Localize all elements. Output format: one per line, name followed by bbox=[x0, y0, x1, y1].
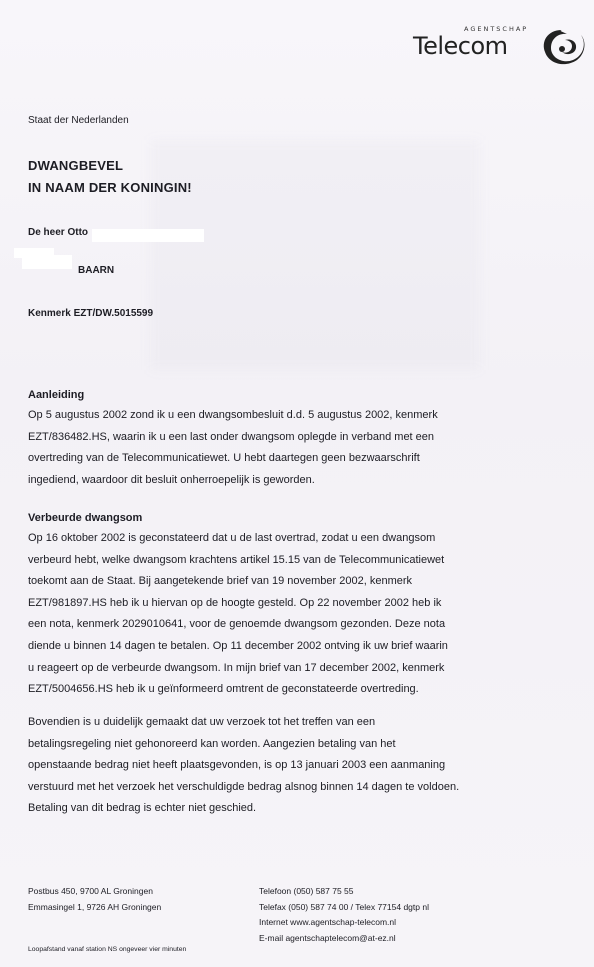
addressee-city: BAARN bbox=[78, 265, 115, 276]
redaction-bar bbox=[22, 255, 72, 269]
paragraph-line: EZT/5004656.HS heb ik u geïnformeerd omtrent de geconstateerde overtreding. bbox=[28, 683, 419, 696]
document-title bbox=[28, 155, 192, 199]
paragraph-line: verbeurd hebt, welke dwangsom krachtens artikel 15.15 van de Telecommunicatiewet bbox=[28, 553, 445, 566]
paragraph-line: Op 16 oktober 2002 is geconstateerd dat u de last overtrad, zodat u een dwangsom bbox=[28, 532, 436, 544]
paragraph-line: verstuurd met het verzoek het verschuldigde bedrag alsnog binnen 14 dagen te voldoen. bbox=[28, 780, 460, 793]
section-verbeurde-dwangsom bbox=[28, 508, 568, 701]
agentschap-telecom-logo bbox=[410, 22, 590, 72]
paragraph-line: u reageert op de verbeurde dwangsom. In mijn brief van 17 december 2002, kenmerk bbox=[28, 661, 445, 674]
reference-number: Kenmerk EZT/DW.5015599 bbox=[28, 308, 154, 319]
paragraph-line: openstaande bedrag niet heeft plaatsgevonden, is op 13 januari 2003 een aanmaning bbox=[28, 759, 446, 772]
footer-contact bbox=[259, 884, 429, 946]
footer-email: E-mail agentschaptelecom@at-ez.nl bbox=[259, 932, 396, 943]
section-heading: Verbeurde dwangsom bbox=[28, 512, 143, 524]
paragraph-line: Op 5 augustus 2002 zond ik u een dwangsombesluit d.d. 5 augustus 2002, kenmerk bbox=[28, 409, 438, 421]
logo-word: Telecom bbox=[413, 32, 508, 60]
redaction-bar bbox=[92, 229, 204, 242]
section-heading: Aanleiding bbox=[28, 389, 85, 401]
paragraph-line: betalingsregeling niet gehonoreerd kan worden. Aangezien betaling van het bbox=[28, 737, 396, 750]
footer-line: Emmasingel 1, 9726 AH Groningen bbox=[28, 901, 162, 912]
paragraph-line: ingediend, waardoor dit besluit onherroepelijk is geworden. bbox=[28, 473, 315, 486]
footer-phone: Telefoon (050) 587 75 55 bbox=[259, 886, 354, 896]
section-betalingsregeling bbox=[28, 712, 568, 820]
section-paragraph bbox=[28, 712, 568, 820]
footer-website: Internet www.agentschap-telecom.nl bbox=[259, 917, 397, 927]
title-line-2: IN NAAM DER KONINGIN! bbox=[28, 180, 192, 195]
logo-small-text: AGENTSCHAP bbox=[464, 25, 529, 33]
paragraph-line: EZT/981897.HS heb ik u hiervan op de hoogte gesteld. Op 22 november 2002 heb ik bbox=[28, 596, 442, 609]
paragraph-line: EZT/836482.HS, waarin ik u een last onder dwangsom oplegde in verband met een bbox=[28, 430, 435, 443]
footer-line: Postbus 450, 9700 AL Groningen bbox=[28, 886, 153, 896]
logo-swirl-icon bbox=[535, 24, 589, 72]
section-aanleiding bbox=[28, 385, 568, 491]
footer-note: Loopafstand vanaf station NS ongeveer vier minuten bbox=[28, 946, 187, 953]
footer-fax: Telefax (050) 587 74 00 / Telex 77154 dgtp nl bbox=[259, 901, 429, 912]
scan-bleed-through bbox=[150, 140, 480, 370]
footer-address bbox=[28, 884, 161, 915]
paragraph-line: overtreding van de Telecommunicatiewet. U hebt daartegen geen bezwaarschrift bbox=[28, 452, 420, 465]
paragraph-line: Bovendien is u duidelijk gemaakt dat uw verzoek tot het treffen van een bbox=[28, 716, 376, 728]
title-line-1: DWANGBEVEL bbox=[28, 158, 124, 173]
paragraph-line: Betaling van dit bedrag is echter niet geschied. bbox=[28, 802, 257, 815]
paragraph-line: toekomt aan de Staat. Bij aangetekende brief van 19 november 2002, kenmerk bbox=[28, 575, 413, 588]
paragraph-line: een nota, kenmerk 2029010641, voor de genoemde dwangsom gezonden. Deze nota bbox=[28, 618, 446, 631]
state-line: Staat der Nederlanden bbox=[28, 115, 129, 126]
section-paragraph bbox=[28, 405, 568, 491]
paragraph-line: diende u binnen 14 dagen te betalen. Op 11 december 2002 ontving ik uw brief waarin bbox=[28, 639, 448, 652]
addressee-name: De heer Otto bbox=[28, 227, 89, 238]
section-paragraph bbox=[28, 528, 568, 701]
